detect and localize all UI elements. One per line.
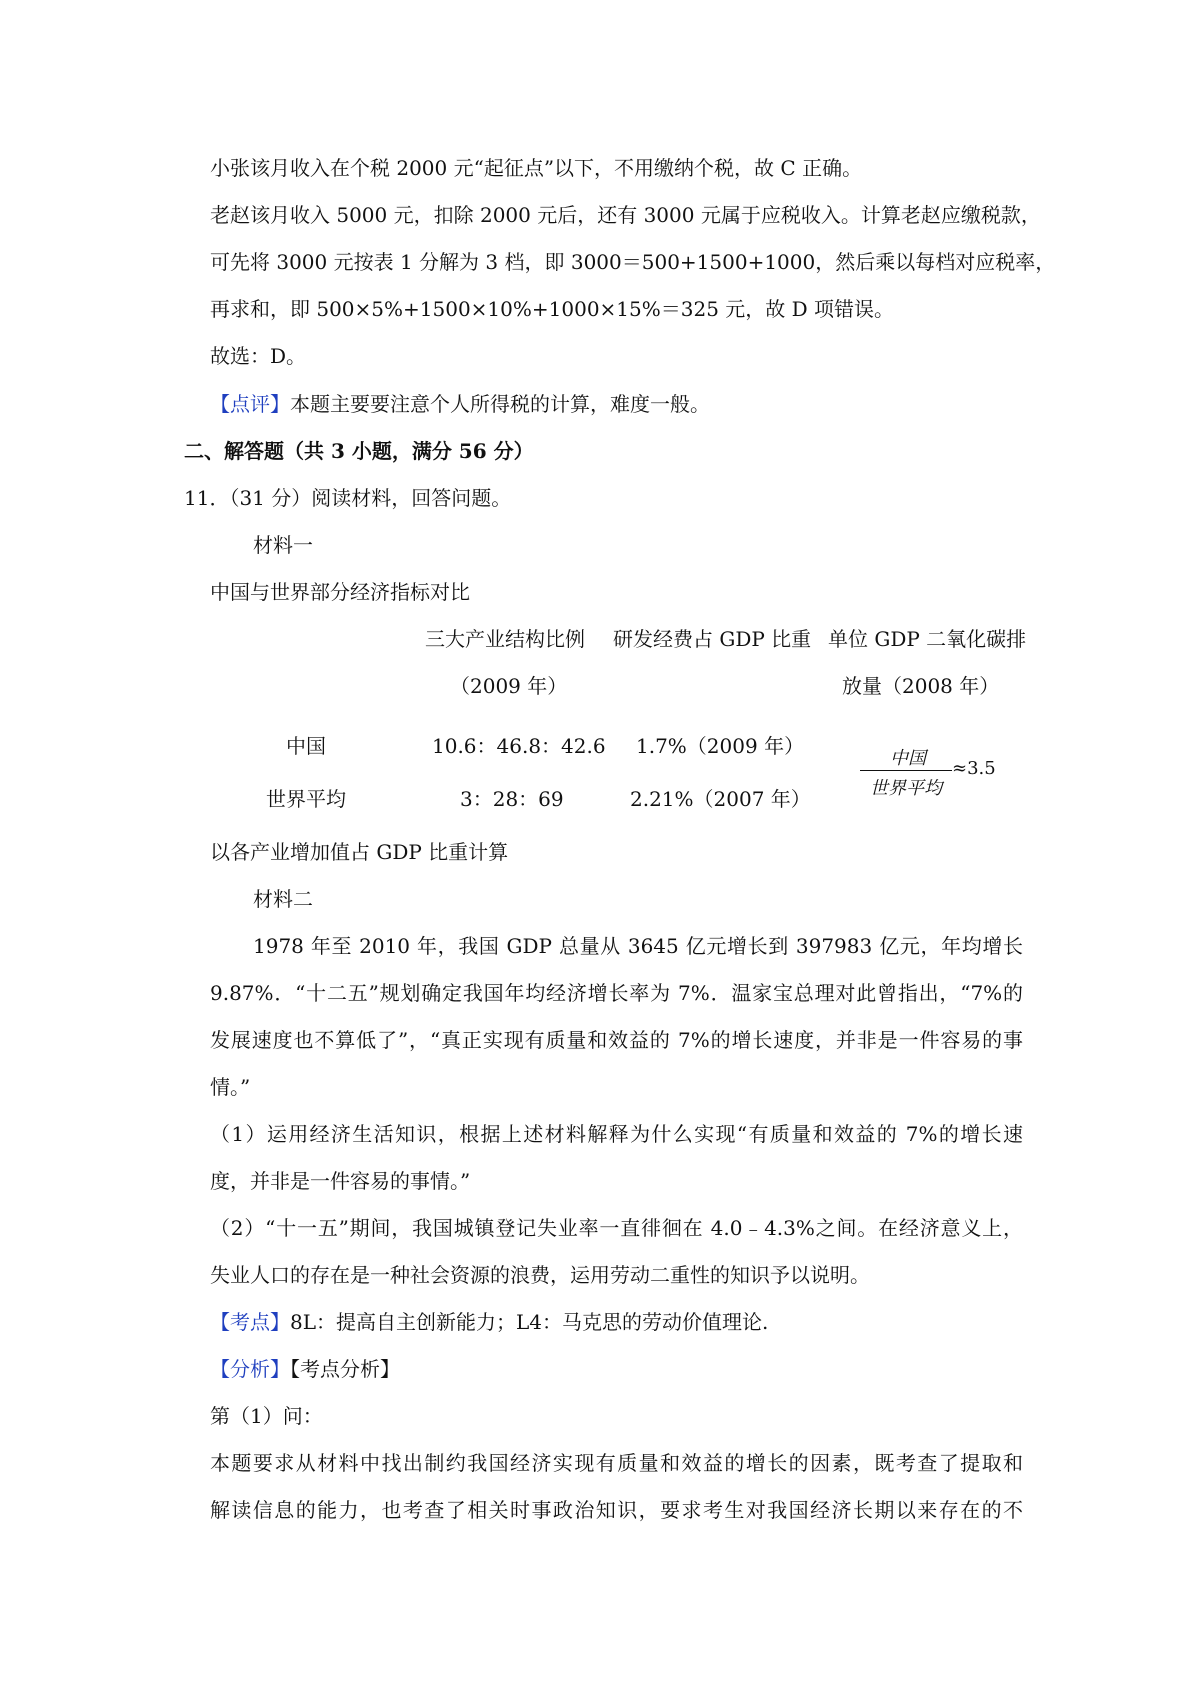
text-line: 第（1）问： <box>210 1404 323 1428</box>
fraction-bar <box>860 770 952 771</box>
table-cell-world-ratio: 3：28：69 <box>460 787 564 811</box>
text-line: 本题要求从材料中找出制约我国经济实现有质量和效益的增长的因素，既考查了提取和 <box>210 1451 1023 1475</box>
kaodian-line <box>210 1308 768 1336</box>
fenxi-tag: 【分析】 <box>210 1357 290 1381</box>
table-row-china-label: 中国 <box>286 734 326 758</box>
text-line: 发展速度也不算低了”，“真正实现有质量和效益的 7%的增长速度，并非是一件容易的事 <box>210 1028 1023 1052</box>
table-row-world-label: 世界平均 <box>266 787 346 811</box>
sub-question-2-cont: 失业人口的存在是一种社会资源的浪费，运用劳动二重性的知识予以说明。 <box>210 1263 870 1287</box>
text-line: 再求和，即 500×5%+1500×10%+1000×15%＝325 元，故 D 项错误。 <box>210 297 895 321</box>
comment-tag: 【点评】 <box>210 392 290 416</box>
kaodian-text: 8L：提高自主创新能力；L4：马克思的劳动价值理论. <box>290 1310 769 1334</box>
material-label: 材料一 <box>253 533 313 557</box>
text-line: 解读信息的能力，也考查了相关时事政治知识，要求考生对我国经济长期以来存在的不 <box>210 1498 1023 1522</box>
table-header-structure: 三大产业结构比例 <box>425 627 585 651</box>
table-cell-china-ratio: 10.6：46.8：42.6 <box>432 734 606 758</box>
table-cell-world-rd: 2.21%（2007 年） <box>630 787 811 811</box>
text-line: 1978 年至 2010 年，我国 GDP 总量从 3645 亿元增长到 397983 亿元，年均增长 <box>253 934 1023 958</box>
co2-ratio-value: ≈3.5 <box>952 758 996 779</box>
kaodian-tag: 【考点】 <box>210 1310 290 1334</box>
co2-ratio-denominator: 世界平均 <box>870 778 942 799</box>
sub-question-1-cont: 度，并非是一件容易的事情。” <box>210 1169 471 1193</box>
text-line: 9.87%．“十二五”规划确定我国年均经济增长率为 7%．温家宝总理对此曾指出，“7%的 <box>210 981 1023 1005</box>
text-line: 小张该月收入在个税 2000 元“起征点”以下，不用缴纳个税，故 C 正确。 <box>210 156 863 180</box>
table-header-rd: 研发经费占 GDP 比重 <box>613 627 812 651</box>
table-cell-china-rd: 1.7%（2009 年） <box>636 734 805 758</box>
sub-question-1: （1）运用经济生活知识，根据上述材料解释为什么实现“有质量和效益的 7%的增长速 <box>210 1122 1023 1146</box>
co2-ratio-fraction <box>858 744 996 804</box>
text-line: 可先将 3000 元按表 1 分解为 3 档，即 3000＝500+1500+1000，然后乘以每档对应税率， <box>210 250 1056 274</box>
material-label: 材料二 <box>253 887 313 911</box>
table-header-co2: 单位 GDP 二氧化碳排 <box>828 627 1027 651</box>
comment-line <box>210 390 710 418</box>
section-heading: 二、解答题（共 3 小题，满分 56 分） <box>184 439 534 463</box>
table-header-structure-year: （2009 年） <box>450 674 568 698</box>
sub-question-2: （2）“十一五”期间，我国城镇登记失业率一直徘徊在 4.0﹣4.3%之间。在经济意义上， <box>210 1216 1023 1240</box>
table-footnote: 以各产业增加值占 GDP 比重计算 <box>210 840 509 864</box>
question-stem: 11．（31 分）阅读材料，回答问题。 <box>184 486 512 510</box>
text-line: 情。” <box>210 1075 251 1099</box>
fenxi-line <box>210 1355 400 1383</box>
fenxi-text: 【考点分析】 <box>290 1357 400 1381</box>
table-title: 中国与世界部分经济指标对比 <box>210 580 470 604</box>
answer-line: 故选：D。 <box>210 344 307 368</box>
table-header-co2-year: 放量（2008 年） <box>842 674 1000 698</box>
comment-text: 本题主要要注意个人所得税的计算，难度一般。 <box>290 392 710 416</box>
text-line: 老赵该月收入 5000 元，扣除 2000 元后，还有 3000 元属于应税收入。计算老赵应缴税款， <box>210 203 1041 227</box>
co2-ratio-numerator: 中国 <box>890 748 926 769</box>
